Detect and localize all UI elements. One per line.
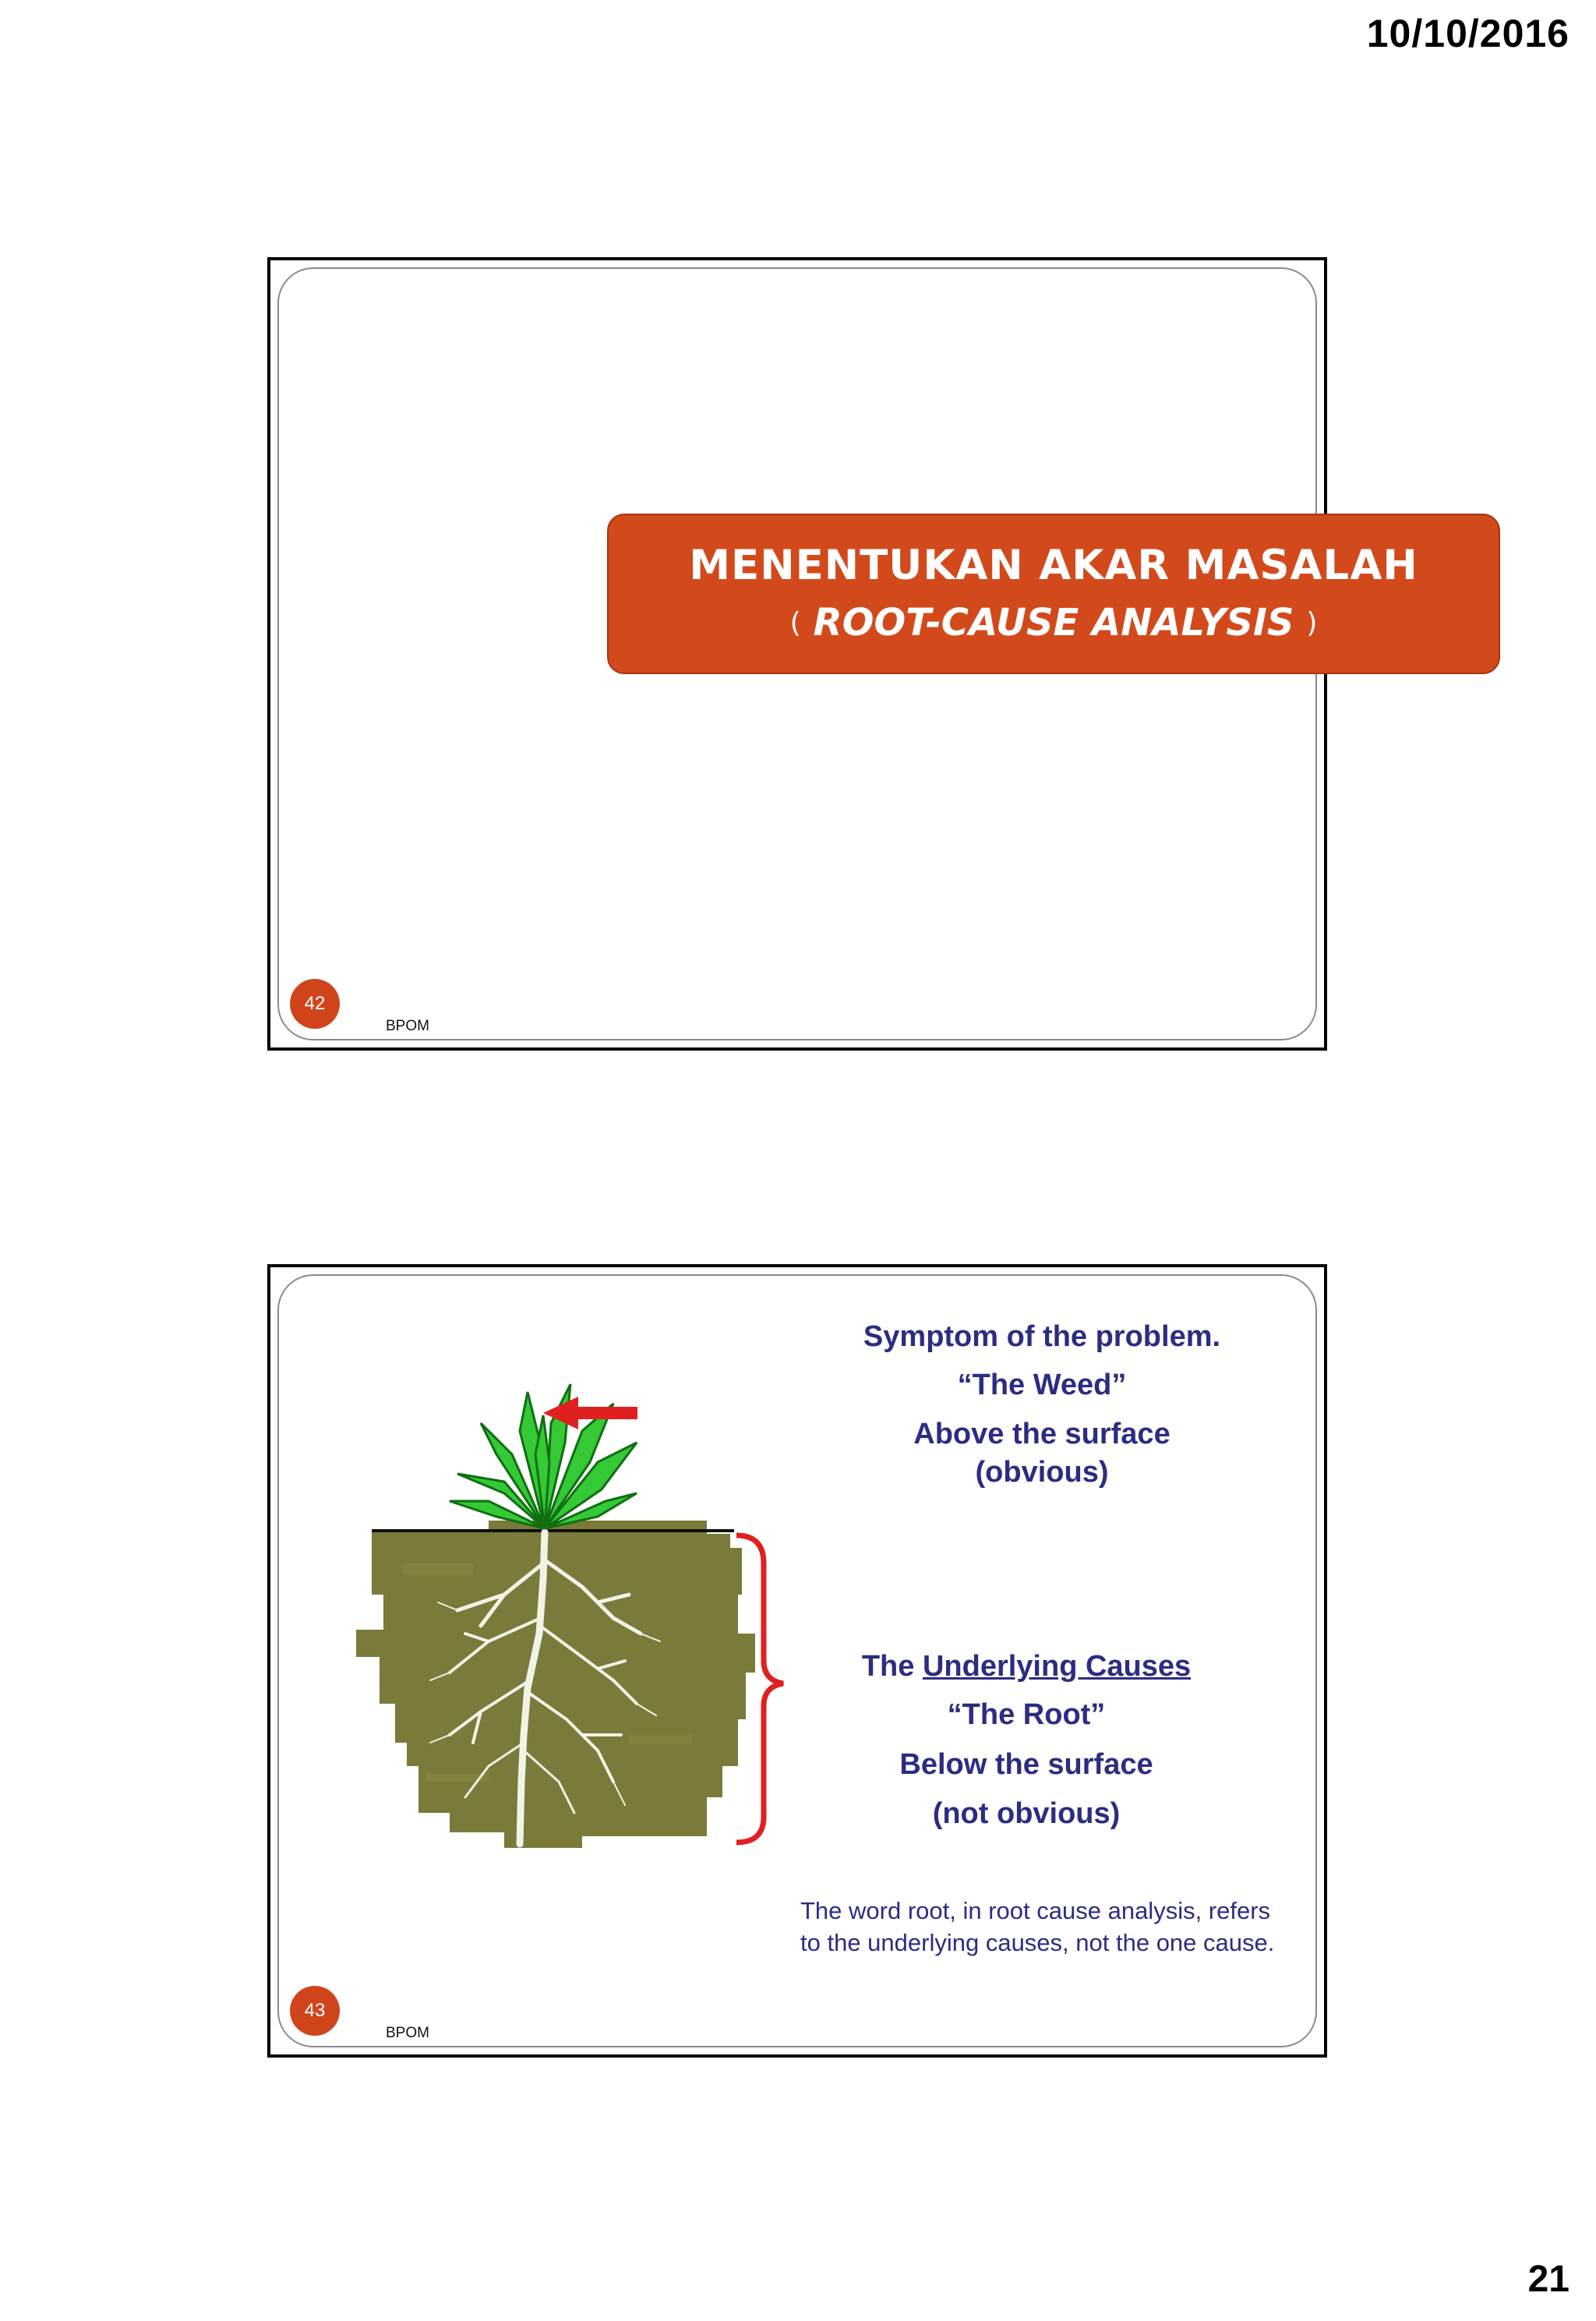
symptom-line2: “The Weed” <box>957 1369 1127 1401</box>
slide-subtitle: ROOT-CAUSE ANALYSIS <box>813 601 1294 645</box>
paren-close: ) <box>1306 607 1318 639</box>
slide-title-line1: MENENTUKAN AKAR MASALAH <box>689 542 1418 589</box>
cause-prefix: The <box>861 1650 923 1683</box>
slide-number-badge: 43 <box>290 1986 340 2036</box>
symptom-line3: Above the surface <box>913 1418 1171 1450</box>
slide-42 <box>267 257 1418 1051</box>
slide-43 <box>267 1264 1327 2058</box>
weed <box>450 1384 637 1528</box>
slide-footer: BPOM <box>386 2025 429 2041</box>
note-line1: The word root, in root cause analysis, refers <box>800 1897 1271 1924</box>
cause-line2: “The Root” <box>947 1698 1106 1731</box>
page-number: 21 <box>1527 2259 1570 2300</box>
cause-line1 <box>808 1650 1245 1683</box>
slide-number-badge: 42 <box>290 979 340 1029</box>
note-line2: to the underlying causes, not the one cause. <box>800 1929 1275 1956</box>
cause-underlined: Underlying Causes <box>922 1650 1192 1683</box>
page-date: 10/10/2016 <box>1366 12 1570 55</box>
paren-open: ( <box>789 607 801 639</box>
symptom-line1: Symptom of the problem. <box>863 1320 1221 1353</box>
cause-line3: Below the surface <box>899 1748 1153 1781</box>
cause-line4: (not obvious) <box>932 1797 1121 1830</box>
slide-title-line2 <box>609 601 1499 645</box>
symptom-line4: (obvious) <box>975 1456 1109 1489</box>
slide-title-box <box>607 514 1500 674</box>
slide-footer: BPOM <box>386 1018 429 1034</box>
